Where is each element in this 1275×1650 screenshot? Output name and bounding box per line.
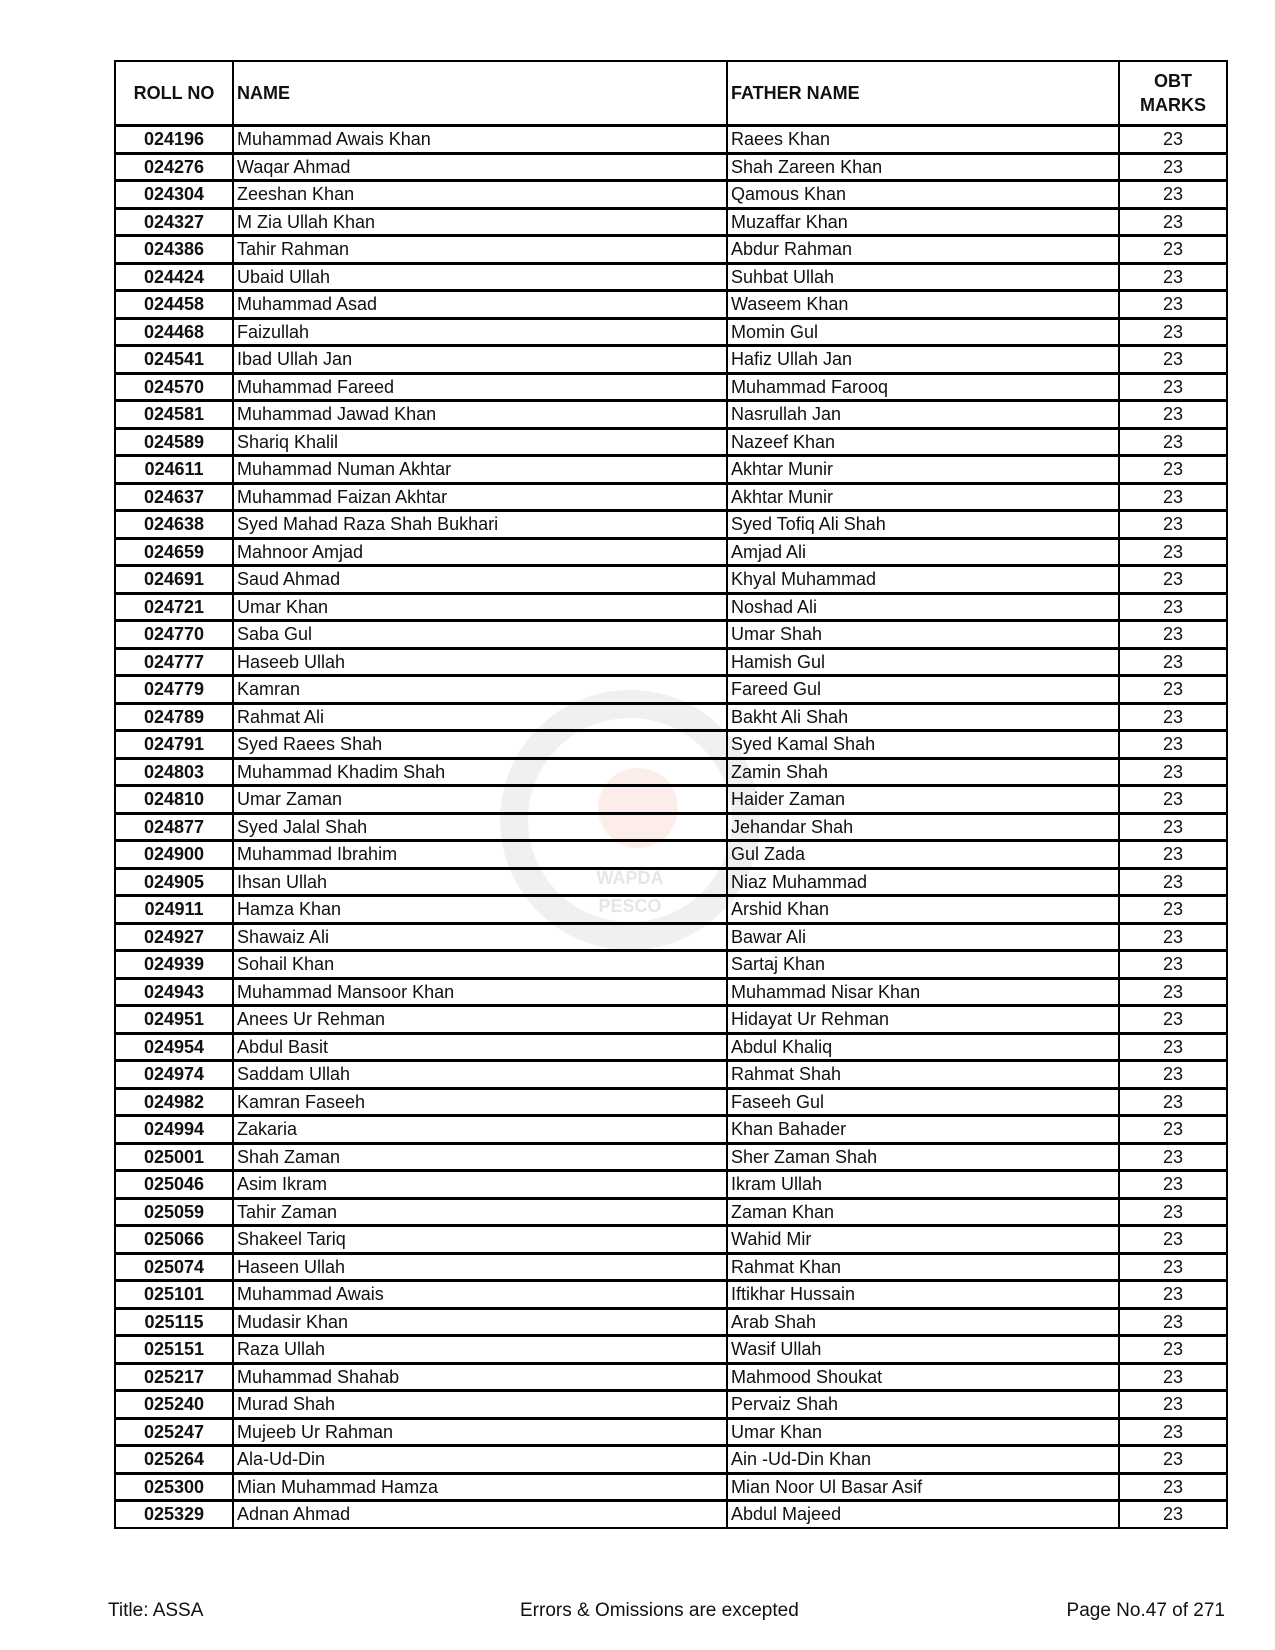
roll-no-cell: 024541 — [115, 346, 233, 374]
father-name-cell: Hamish Gul — [727, 648, 1119, 676]
table-row — [115, 951, 1227, 979]
table-row — [115, 731, 1227, 759]
marks-cell: 23 — [1119, 483, 1227, 511]
father-name-cell: Akhtar Munir — [727, 456, 1119, 484]
marks-cell: 23 — [1119, 1418, 1227, 1446]
roll-no-cell: 024777 — [115, 648, 233, 676]
father-name-cell: Zamin Shah — [727, 758, 1119, 786]
roll-no-cell: 024982 — [115, 1088, 233, 1116]
table-row — [115, 813, 1227, 841]
roll-no-cell: 024327 — [115, 208, 233, 236]
marks-cell: 23 — [1119, 786, 1227, 814]
marks-cell: 23 — [1119, 181, 1227, 209]
marks-cell: 23 — [1119, 566, 1227, 594]
marks-cell: 23 — [1119, 731, 1227, 759]
name-cell: Haseeb Ullah — [233, 648, 727, 676]
father-name-cell: Sher Zaman Shah — [727, 1143, 1119, 1171]
table-row — [115, 1253, 1227, 1281]
father-name-cell: Momin Gul — [727, 318, 1119, 346]
name-cell: Mahnoor Amjad — [233, 538, 727, 566]
roll-no-cell: 024939 — [115, 951, 233, 979]
table-row — [115, 1033, 1227, 1061]
father-name-cell: Iftikhar Hussain — [727, 1281, 1119, 1309]
marks-cell: 23 — [1119, 1198, 1227, 1226]
marks-cell: 23 — [1119, 593, 1227, 621]
name-cell: Rahmat Ali — [233, 703, 727, 731]
table-row — [115, 483, 1227, 511]
roll-no-cell: 025329 — [115, 1501, 233, 1528]
father-name-cell: Muhammad Farooq — [727, 373, 1119, 401]
name-cell: Muhammad Shahab — [233, 1363, 727, 1391]
father-name-cell: Abdur Rahman — [727, 236, 1119, 264]
name-cell: Murad Shah — [233, 1391, 727, 1419]
marks-cell: 23 — [1119, 1006, 1227, 1034]
table-row — [115, 1446, 1227, 1474]
roll-no-cell: 025151 — [115, 1336, 233, 1364]
name-cell: Sohail Khan — [233, 951, 727, 979]
table-row — [115, 621, 1227, 649]
roll-no-cell: 024637 — [115, 483, 233, 511]
marks-cell: 23 — [1119, 456, 1227, 484]
roll-no-cell: 024691 — [115, 566, 233, 594]
name-cell: Raza Ullah — [233, 1336, 727, 1364]
father-name-cell: Zaman Khan — [727, 1198, 1119, 1226]
name-cell: Kamran — [233, 676, 727, 704]
roll-no-cell: 024927 — [115, 923, 233, 951]
roll-no-cell: 024386 — [115, 236, 233, 264]
name-cell: Muhammad Numan Akhtar — [233, 456, 727, 484]
father-name-cell: Abdul Majeed — [727, 1501, 1119, 1528]
name-cell: Abdul Basit — [233, 1033, 727, 1061]
name-cell: Waqar Ahmad — [233, 153, 727, 181]
name-cell: Haseen Ullah — [233, 1253, 727, 1281]
table-row — [115, 208, 1227, 236]
roll-no-cell: 025066 — [115, 1226, 233, 1254]
marks-cell: 23 — [1119, 1088, 1227, 1116]
father-name-cell: Arshid Khan — [727, 896, 1119, 924]
name-cell: Ihsan Ullah — [233, 868, 727, 896]
marks-cell: 23 — [1119, 208, 1227, 236]
marks-cell: 23 — [1119, 1143, 1227, 1171]
roll-no-cell: 024810 — [115, 786, 233, 814]
table-row — [115, 428, 1227, 456]
name-cell: Shakeel Tariq — [233, 1226, 727, 1254]
table-row — [115, 1501, 1227, 1528]
marks-cell: 23 — [1119, 373, 1227, 401]
roll-no-cell: 024570 — [115, 373, 233, 401]
roll-no-cell: 024468 — [115, 318, 233, 346]
marks-cell: 23 — [1119, 1501, 1227, 1528]
marks-cell: 23 — [1119, 813, 1227, 841]
marks-cell: 23 — [1119, 538, 1227, 566]
table-row — [115, 1226, 1227, 1254]
roll-no-cell: 024791 — [115, 731, 233, 759]
footer-page-number: Page No.47 of 271 — [1066, 1600, 1225, 1621]
table-row — [115, 1281, 1227, 1309]
roll-no-cell: 024779 — [115, 676, 233, 704]
father-name-cell: Umar Shah — [727, 621, 1119, 649]
father-name-cell: Hidayat Ur Rehman — [727, 1006, 1119, 1034]
roll-no-cell: 024974 — [115, 1061, 233, 1089]
name-cell: Ibad Ullah Jan — [233, 346, 727, 374]
name-cell: Anees Ur Rehman — [233, 1006, 727, 1034]
father-name-cell: Noshad Ali — [727, 593, 1119, 621]
marks-cell: 23 — [1119, 318, 1227, 346]
roll-no-cell: 025247 — [115, 1418, 233, 1446]
name-cell: Tahir Rahman — [233, 236, 727, 264]
roll-no-cell: 024721 — [115, 593, 233, 621]
table-row — [115, 401, 1227, 429]
table-row — [115, 153, 1227, 181]
father-name-cell: Haider Zaman — [727, 786, 1119, 814]
roll-no-cell: 024789 — [115, 703, 233, 731]
father-name-cell: Amjad Ali — [727, 538, 1119, 566]
roll-no-cell: 025001 — [115, 1143, 233, 1171]
marks-cell: 23 — [1119, 1253, 1227, 1281]
table-row — [115, 978, 1227, 1006]
name-cell: Muhammad Mansoor Khan — [233, 978, 727, 1006]
table-row — [115, 1198, 1227, 1226]
marks-cell: 23 — [1119, 126, 1227, 154]
table-row — [115, 126, 1227, 154]
father-name-cell: Wahid Mir — [727, 1226, 1119, 1254]
table-row — [115, 676, 1227, 704]
father-name-cell: Ain -Ud-Din Khan — [727, 1446, 1119, 1474]
roll-no-cell: 025074 — [115, 1253, 233, 1281]
father-name-cell: Hafiz Ullah Jan — [727, 346, 1119, 374]
father-name-cell: Pervaiz Shah — [727, 1391, 1119, 1419]
father-name-cell: Waseem Khan — [727, 291, 1119, 319]
marks-cell: 23 — [1119, 648, 1227, 676]
marks-cell: 23 — [1119, 951, 1227, 979]
roll-no-cell: 025217 — [115, 1363, 233, 1391]
father-name-cell: Qamous Khan — [727, 181, 1119, 209]
header-roll-no: ROLL NO — [115, 61, 233, 126]
father-name-cell: Rahmat Shah — [727, 1061, 1119, 1089]
roll-no-cell: 024994 — [115, 1116, 233, 1144]
marks-cell: 23 — [1119, 511, 1227, 539]
marks-cell: 23 — [1119, 978, 1227, 1006]
father-name-cell: Abdul Khaliq — [727, 1033, 1119, 1061]
table-row — [115, 1308, 1227, 1336]
roll-no-cell: 025046 — [115, 1171, 233, 1199]
name-cell: Faizullah — [233, 318, 727, 346]
father-name-cell: Fareed Gul — [727, 676, 1119, 704]
name-cell: Mudasir Khan — [233, 1308, 727, 1336]
marks-cell: 23 — [1119, 868, 1227, 896]
name-cell: Zakaria — [233, 1116, 727, 1144]
name-cell: Muhammad Ibrahim — [233, 841, 727, 869]
table-row — [115, 1418, 1227, 1446]
header-father-name: FATHER NAME — [727, 61, 1119, 126]
name-cell: Zeeshan Khan — [233, 181, 727, 209]
roll-no-cell: 025101 — [115, 1281, 233, 1309]
table-row — [115, 841, 1227, 869]
watermark-pesco: PESCO — [598, 896, 662, 916]
table-row — [115, 1116, 1227, 1144]
name-cell: Muhammad Awais Khan — [233, 126, 727, 154]
name-cell: Mian Muhammad Hamza — [233, 1473, 727, 1501]
roll-no-cell: 024770 — [115, 621, 233, 649]
name-cell: Syed Mahad Raza Shah Bukhari — [233, 511, 727, 539]
father-name-cell: Arab Shah — [727, 1308, 1119, 1336]
name-cell: M Zia Ullah Khan — [233, 208, 727, 236]
name-cell: Saud Ahmad — [233, 566, 727, 594]
marks-cell: 23 — [1119, 923, 1227, 951]
marks-cell: 23 — [1119, 1308, 1227, 1336]
footer-note: Errors & Omissions are excepted — [520, 1600, 799, 1621]
father-name-cell: Akhtar Munir — [727, 483, 1119, 511]
name-cell: Shah Zaman — [233, 1143, 727, 1171]
marks-cell: 23 — [1119, 263, 1227, 291]
table-row — [115, 263, 1227, 291]
table-row — [115, 1391, 1227, 1419]
roll-no-cell: 024304 — [115, 181, 233, 209]
table-row — [115, 538, 1227, 566]
father-name-cell: Syed Tofiq Ali Shah — [727, 511, 1119, 539]
name-cell: Muhammad Faizan Akhtar — [233, 483, 727, 511]
father-name-cell: Mahmood Shoukat — [727, 1363, 1119, 1391]
roll-no-cell: 025115 — [115, 1308, 233, 1336]
name-cell: Saba Gul — [233, 621, 727, 649]
table-row — [115, 786, 1227, 814]
roll-no-cell: 025240 — [115, 1391, 233, 1419]
marks-cell: 23 — [1119, 1171, 1227, 1199]
name-cell: Ubaid Ullah — [233, 263, 727, 291]
table-row — [115, 923, 1227, 951]
marks-cell: 23 — [1119, 1336, 1227, 1364]
name-cell: Umar Khan — [233, 593, 727, 621]
table-row — [115, 593, 1227, 621]
marks-cell: 23 — [1119, 291, 1227, 319]
marks-cell: 23 — [1119, 1116, 1227, 1144]
name-cell: Tahir Zaman — [233, 1198, 727, 1226]
name-cell: Kamran Faseeh — [233, 1088, 727, 1116]
header-name: NAME — [233, 61, 727, 126]
marks-cell: 23 — [1119, 236, 1227, 264]
results-table — [114, 60, 1228, 1529]
marks-cell: 23 — [1119, 1446, 1227, 1474]
roll-no-cell: 024589 — [115, 428, 233, 456]
name-cell: Ala-Ud-Din — [233, 1446, 727, 1474]
roll-no-cell: 024196 — [115, 126, 233, 154]
father-name-cell: Raees Khan — [727, 126, 1119, 154]
roll-no-cell: 024458 — [115, 291, 233, 319]
name-cell: Shariq Khalil — [233, 428, 727, 456]
father-name-cell: Jehandar Shah — [727, 813, 1119, 841]
table-row — [115, 648, 1227, 676]
roll-no-cell: 025300 — [115, 1473, 233, 1501]
header-marks: MARKS — [1140, 95, 1206, 115]
table-row — [115, 1061, 1227, 1089]
marks-cell: 23 — [1119, 346, 1227, 374]
table-row — [115, 291, 1227, 319]
name-cell: Muhammad Asad — [233, 291, 727, 319]
marks-cell: 23 — [1119, 428, 1227, 456]
name-cell: Umar Zaman — [233, 786, 727, 814]
watermark-wapda: WAPDA — [596, 868, 664, 888]
father-name-cell: Niaz Muhammad — [727, 868, 1119, 896]
table-row — [115, 1088, 1227, 1116]
table-row — [115, 1006, 1227, 1034]
father-name-cell: Gul Zada — [727, 841, 1119, 869]
father-name-cell: Umar Khan — [727, 1418, 1119, 1446]
roll-no-cell: 024911 — [115, 896, 233, 924]
roll-no-cell: 024611 — [115, 456, 233, 484]
father-name-cell: Muzaffar Khan — [727, 208, 1119, 236]
father-name-cell: Shah Zareen Khan — [727, 153, 1119, 181]
table-row — [115, 566, 1227, 594]
table-row — [115, 758, 1227, 786]
marks-cell: 23 — [1119, 1473, 1227, 1501]
roll-no-cell: 024905 — [115, 868, 233, 896]
table-row — [115, 511, 1227, 539]
marks-cell: 23 — [1119, 1281, 1227, 1309]
table-row — [115, 1473, 1227, 1501]
roll-no-cell: 025059 — [115, 1198, 233, 1226]
father-name-cell: Ikram Ullah — [727, 1171, 1119, 1199]
roll-no-cell: 024424 — [115, 263, 233, 291]
marks-cell: 23 — [1119, 621, 1227, 649]
roll-no-cell: 025264 — [115, 1446, 233, 1474]
marks-cell: 23 — [1119, 1363, 1227, 1391]
roll-no-cell: 024659 — [115, 538, 233, 566]
name-cell: Syed Jalal Shah — [233, 813, 727, 841]
name-cell: Syed Raees Shah — [233, 731, 727, 759]
marks-cell: 23 — [1119, 401, 1227, 429]
roll-no-cell: 024581 — [115, 401, 233, 429]
table-row — [115, 373, 1227, 401]
father-name-cell: Sartaj Khan — [727, 951, 1119, 979]
footer-title: Title: ASSA — [108, 1600, 204, 1621]
roll-no-cell: 024900 — [115, 841, 233, 869]
table-row — [115, 456, 1227, 484]
table-row — [115, 346, 1227, 374]
marks-cell: 23 — [1119, 676, 1227, 704]
table-row — [115, 703, 1227, 731]
marks-cell: 23 — [1119, 153, 1227, 181]
roll-no-cell: 024943 — [115, 978, 233, 1006]
table-row — [115, 896, 1227, 924]
name-cell: Asim Ikram — [233, 1171, 727, 1199]
marks-cell: 23 — [1119, 758, 1227, 786]
father-name-cell: Khan Bahader — [727, 1116, 1119, 1144]
father-name-cell: Rahmat Khan — [727, 1253, 1119, 1281]
marks-cell: 23 — [1119, 1061, 1227, 1089]
roll-no-cell: 024877 — [115, 813, 233, 841]
marks-cell: 23 — [1119, 841, 1227, 869]
table-row — [115, 181, 1227, 209]
roll-no-cell: 024276 — [115, 153, 233, 181]
father-name-cell: Bakht Ali Shah — [727, 703, 1119, 731]
marks-cell: 23 — [1119, 896, 1227, 924]
name-cell: Muhammad Jawad Khan — [233, 401, 727, 429]
father-name-cell: Muhammad Nisar Khan — [727, 978, 1119, 1006]
father-name-cell: Syed Kamal Shah — [727, 731, 1119, 759]
table-header-row — [115, 61, 1227, 126]
table-row — [115, 318, 1227, 346]
father-name-cell: Nasrullah Jan — [727, 401, 1119, 429]
roll-no-cell: 024951 — [115, 1006, 233, 1034]
name-cell: Muhammad Khadim Shah — [233, 758, 727, 786]
father-name-cell: Mian Noor Ul Basar Asif — [727, 1473, 1119, 1501]
name-cell: Muhammad Awais — [233, 1281, 727, 1309]
roll-no-cell: 024803 — [115, 758, 233, 786]
father-name-cell: Suhbat Ullah — [727, 263, 1119, 291]
roll-no-cell: 024954 — [115, 1033, 233, 1061]
header-obt-marks — [1119, 61, 1227, 126]
table-row — [115, 1143, 1227, 1171]
name-cell: Saddam Ullah — [233, 1061, 727, 1089]
name-cell: Mujeeb Ur Rahman — [233, 1418, 727, 1446]
father-name-cell: Faseeh Gul — [727, 1088, 1119, 1116]
father-name-cell: Khyal Muhammad — [727, 566, 1119, 594]
name-cell: Hamza Khan — [233, 896, 727, 924]
father-name-cell: Bawar Ali — [727, 923, 1119, 951]
marks-cell: 23 — [1119, 1226, 1227, 1254]
table-row — [115, 236, 1227, 264]
table-row — [115, 1363, 1227, 1391]
marks-cell: 23 — [1119, 1033, 1227, 1061]
header-obt: OBT — [1154, 71, 1192, 91]
name-cell: Adnan Ahmad — [233, 1501, 727, 1528]
table-row — [115, 868, 1227, 896]
name-cell: Shawaiz Ali — [233, 923, 727, 951]
father-name-cell: Wasif Ullah — [727, 1336, 1119, 1364]
table-row — [115, 1171, 1227, 1199]
table-row — [115, 1336, 1227, 1364]
father-name-cell: Nazeef Khan — [727, 428, 1119, 456]
roll-no-cell: 024638 — [115, 511, 233, 539]
name-cell: Muhammad Fareed — [233, 373, 727, 401]
marks-cell: 23 — [1119, 1391, 1227, 1419]
marks-cell: 23 — [1119, 703, 1227, 731]
